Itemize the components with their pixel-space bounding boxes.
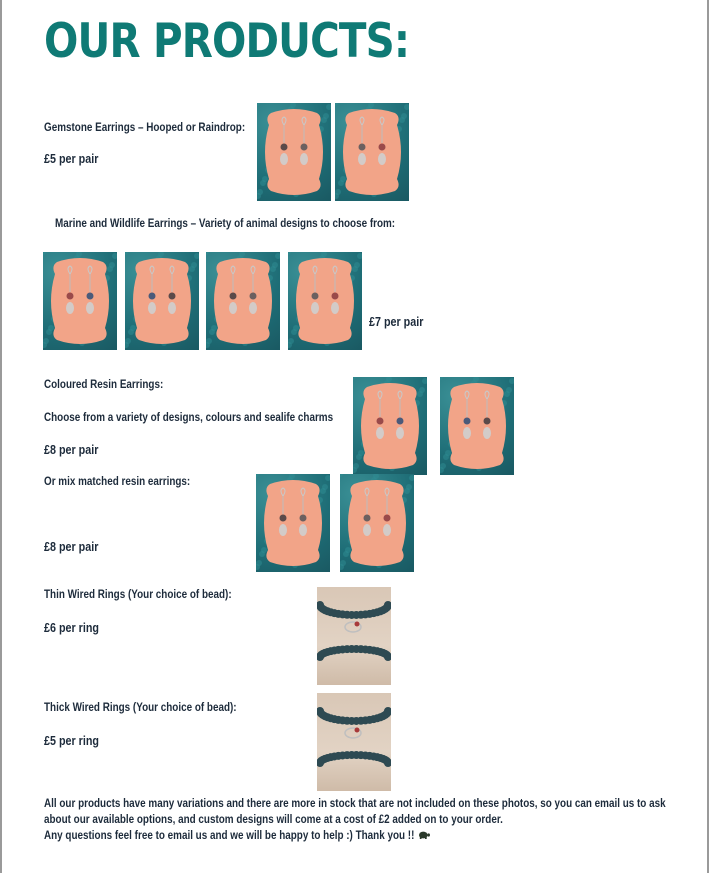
marine-earring-photo-3	[206, 252, 280, 350]
earring-card-illustration	[288, 252, 362, 350]
earring-card-illustration	[125, 252, 199, 350]
marine-heading: Marine and Wildlife Earrings – Variety of animal designs to choose from:	[55, 218, 396, 230]
resin-heading: Coloured Resin Earrings:	[44, 379, 164, 391]
resin-mix-heading: Or mix matched resin earrings:	[44, 476, 191, 488]
resin-mix-price-unit: per pair	[55, 540, 99, 554]
earring-card-illustration	[257, 103, 331, 201]
marine-earring-photo-2	[125, 252, 199, 350]
marine-price-unit: per pair	[380, 315, 424, 329]
thin-ring-photo	[317, 587, 391, 685]
gemstone-price-unit: per pair	[55, 152, 99, 166]
gemstone-heading: Gemstone Earrings – Hooped or Raindrop:	[44, 122, 246, 134]
footer-line-3	[44, 830, 431, 842]
turtle-icon	[417, 830, 431, 842]
marine-price-value: £7	[369, 315, 381, 329]
beaded-ring-illustration	[317, 693, 391, 791]
earring-card-illustration	[256, 474, 330, 572]
earring-card-illustration	[43, 252, 117, 350]
earring-card-illustration	[440, 377, 514, 475]
resin-mix-price	[44, 540, 98, 554]
footer-line-3-text: Any questions feel free to email us and we will be happy to help :) Thank you !!	[44, 830, 415, 843]
resin-price	[44, 443, 98, 457]
thin-rings-price	[44, 621, 99, 635]
page-border-right	[707, 0, 709, 873]
marine-price	[369, 315, 423, 329]
gemstone-earring-photo-2	[335, 103, 409, 201]
thin-rings-price-value: £6	[44, 621, 56, 635]
resin-description: Choose from a variety of designs, colours and sealife charms	[44, 412, 334, 424]
footer-line-1: All our products have many variations and there are more in stock that are not included on these photos, so you can email us to ask	[44, 798, 666, 810]
resin-price-value: £8	[44, 443, 56, 457]
gemstone-price-value: £5	[44, 152, 56, 166]
thick-rings-heading: Thick Wired Rings (Your choice of bead):	[44, 702, 237, 714]
thick-rings-price-value: £5	[44, 734, 56, 748]
marine-earring-photo-4	[288, 252, 362, 350]
page-border-left	[0, 0, 2, 873]
earring-card-illustration	[353, 377, 427, 475]
resin-mix-photo-2	[340, 474, 414, 572]
thick-ring-photo	[317, 693, 391, 791]
thick-rings-price-unit: per ring	[55, 734, 99, 748]
resin-mix-price-value: £8	[44, 540, 56, 554]
resin-mix-photo-1	[256, 474, 330, 572]
thin-rings-heading: Thin Wired Rings (Your choice of bead):	[44, 589, 232, 601]
marine-earring-photo-1	[43, 252, 117, 350]
resin-earring-photo-2	[440, 377, 514, 475]
footer-line-2: about our available options, and custom designs will come at a cost of £2 added on to your order.	[44, 814, 503, 826]
thin-rings-price-unit: per ring	[55, 621, 99, 635]
earring-card-illustration	[340, 474, 414, 572]
beaded-ring-illustration	[317, 587, 391, 685]
resin-price-unit: per pair	[55, 443, 99, 457]
resin-earring-photo-1	[353, 377, 427, 475]
page-title: OUR PRODUCTS:	[44, 14, 410, 69]
earring-card-illustration	[335, 103, 409, 201]
gemstone-price	[44, 152, 98, 166]
gemstone-earring-photo-1	[257, 103, 331, 201]
thick-rings-price	[44, 734, 99, 748]
earring-card-illustration	[206, 252, 280, 350]
